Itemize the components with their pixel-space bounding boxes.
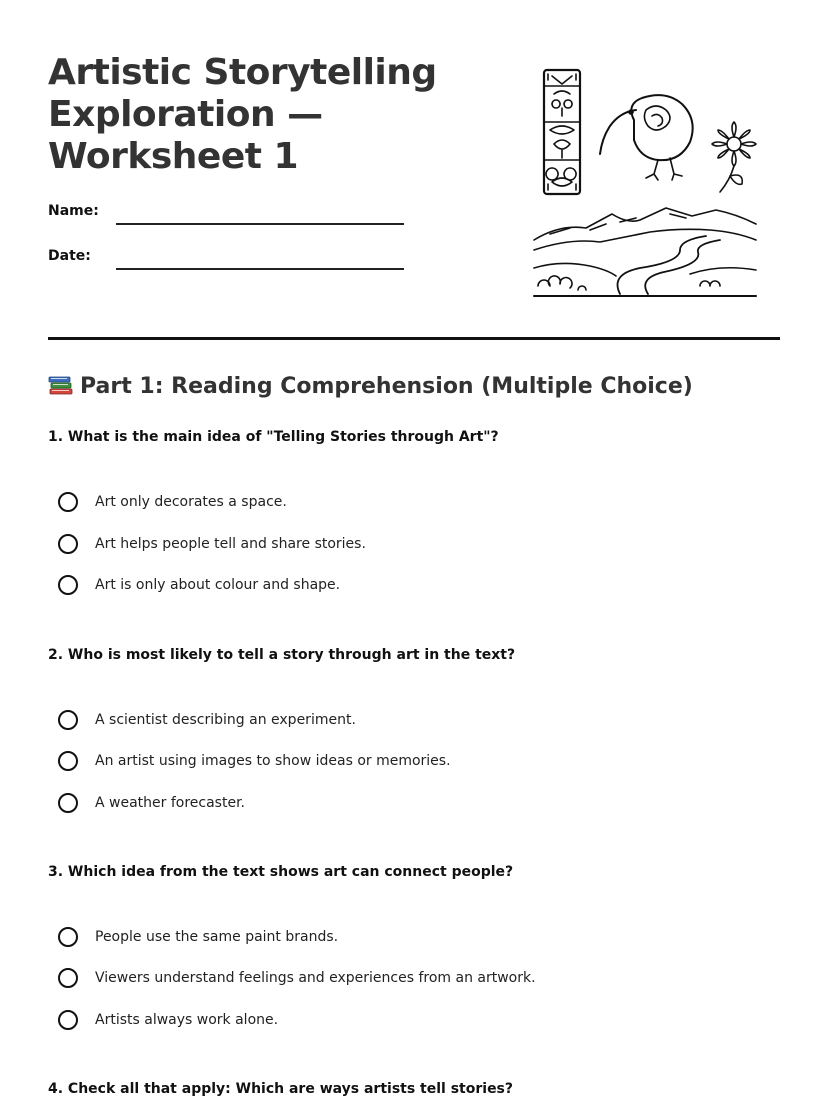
radio-button[interactable] [58,793,78,813]
title-line: Exploration — [48,94,323,135]
option-label: Art is only about colour and shape. [95,577,341,593]
radio-button[interactable] [58,492,78,512]
option-label: An artist using images to show ideas or memories. [95,753,451,769]
name-label: Name: [48,203,99,219]
date-blank-line[interactable] [116,268,404,270]
title-line: Worksheet 1 [48,136,299,177]
radio-button[interactable] [58,710,78,730]
option-label: People use the same paint brands. [95,929,339,945]
date-label: Date: [48,248,91,264]
option-label: Artists always work alone. [95,1012,279,1028]
section-divider [48,337,780,340]
carved-pole-icon [544,70,580,194]
radio-button[interactable] [58,1010,78,1030]
question-1: 1. What is the main idea of "Telling Stories through Art"? [48,429,499,445]
radio-button[interactable] [58,751,78,771]
name-blank-line[interactable] [116,223,404,225]
option-label: A weather forecaster. [95,795,246,811]
kiwi-bird-icon [600,95,693,180]
option-label: Art helps people tell and share stories. [95,536,366,552]
question-3: 3. Which idea from the text shows art can connect people? [48,864,514,880]
question-2: 2. Who is most likely to tell a story through art in the text? [48,647,516,663]
part1-heading-text: Part 1: Reading Comprehension (Multiple Choice) [80,374,693,399]
header-illustration [530,64,760,300]
books-icon [48,374,74,396]
option-label: A scientist describing an experiment. [95,712,356,728]
radio-button[interactable] [58,927,78,947]
radio-button[interactable] [58,575,78,595]
radio-button[interactable] [58,534,78,554]
page-title [48,52,468,178]
option-label: Viewers understand feelings and experiences from an artwork. [95,970,536,986]
option-label: Art only decorates a space. [95,494,287,510]
flower-icon [712,122,756,192]
landscape-river-icon [534,208,756,296]
question-4: 4. Check all that apply: Which are ways artists tell stories? [48,1081,514,1097]
radio-button[interactable] [58,968,78,988]
title-line: Artistic Storytelling [48,52,437,93]
part1-heading [48,374,693,399]
